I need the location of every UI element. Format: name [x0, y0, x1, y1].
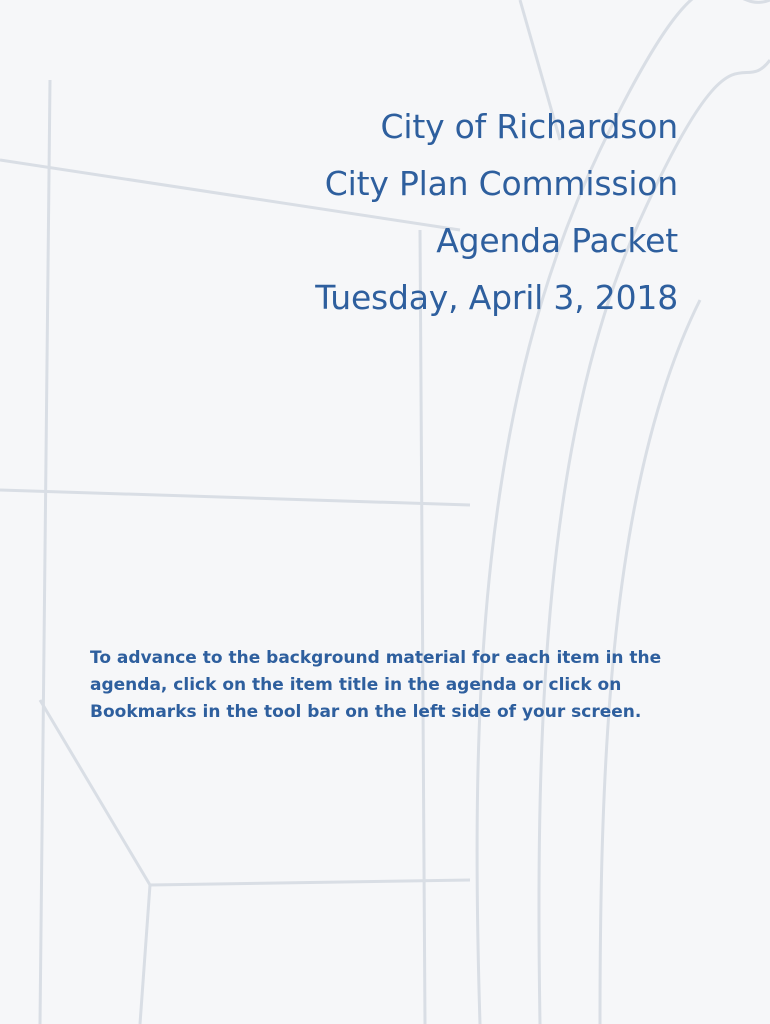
title-packet: Agenda Packet [436, 221, 678, 260]
instructions-text: To advance to the background material for each item in the agenda, click on the item title in the agenda or click on Bookmarks in the tool bar on the left side of your screen. [90, 648, 662, 722]
title-date: Tuesday, April 3, 2018 [315, 278, 678, 317]
title-block [158, 98, 678, 326]
title-city: City of Richardson [380, 107, 678, 146]
title-commission: City Plan Commission [324, 164, 678, 203]
